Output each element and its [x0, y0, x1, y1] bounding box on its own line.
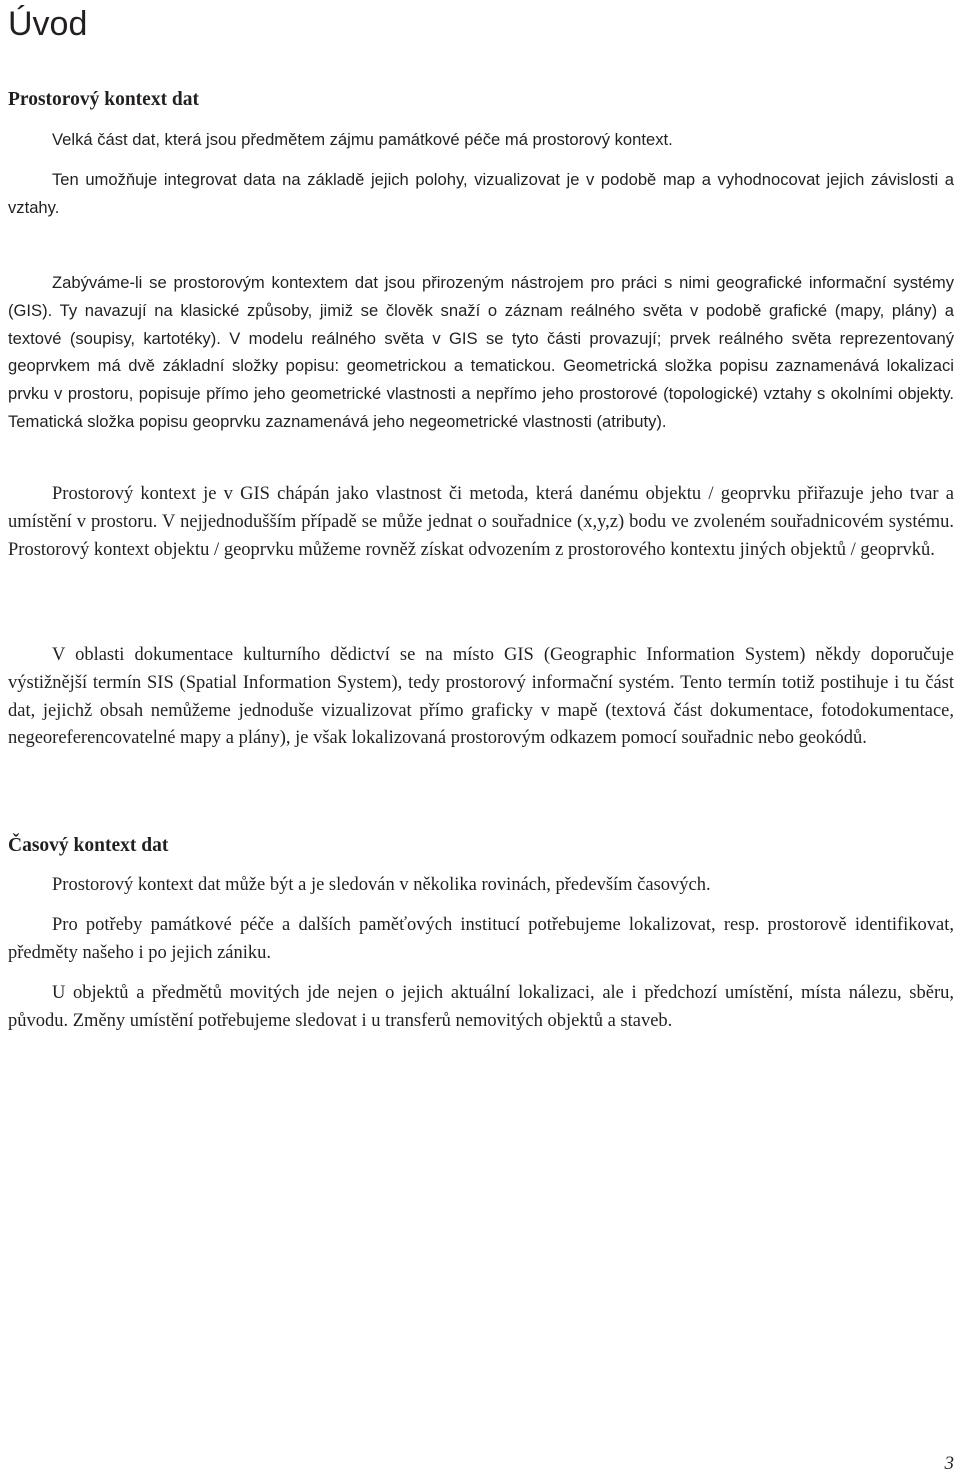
- section-heading-temporal-context: Časový kontext dat: [8, 835, 169, 856]
- paragraph: V oblasti dokumentace kulturního dědictví se na místo GIS (Geographic Information System) někdy doporučuje výstižnější termín SIS (Spatial Information System), tedy prostorový informační systém. Tento termín totiž postihuje i tu část dat, jejichž obsah nemůžeme jednoduše vizualizovat přímo graficky v mapě (textová část dokumentace, fotodokumentace, negeoreferencovatelné mapy a plány), je však lokalizovaná prostorovým odkazem pomocí souřadnic nebo geokódů.: [8, 645, 954, 749]
- paragraph: Zabýváme-li se prostorovým kontextem dat jsou přirozeným nástrojem pro práci s nimi geografické informační systémy (GIS). Ty navazují na klasické způsoby, jimiž se člověk snaží o záznam reálného světa v podobě grafické (mapy, plány) a textové (soupisy, kartotéky). V modelu reálného světa v GIS se tyto části provazují; prvek reálného světa reprezentovaný geoprvkem má dvě základní složky popisu: geometrickou a tematickou. Geometrická složka popisu zaznamenává lokalizaci prvku v prostoru, popisuje přímo jeho geometrické vlastnosti a nepřímo jeho prostorové (topologické) vztahy s okolními objekty. Tematická složka popisu geoprvku zaznamenává jeho negeometrické vlastnosti (atributy).: [8, 273, 954, 431]
- section-heading-spatial-context: Prostorový kontext dat: [8, 89, 200, 110]
- paragraph: Pro potřeby památkové péče a dalších paměťových institucí potřebujeme lokalizovat, resp. prostorově identifikovat, předměty našeho i po jejich zániku.: [8, 915, 954, 963]
- paragraph: Ten umožňuje integrovat data na základě jejich polohy, vizualizovat je v podobě map a vyhodnocovat jejich závislosti a vztahy.: [8, 170, 954, 217]
- paragraph: Velká část dat, která jsou předmětem zájmu památkové péče má prostorový kontext.: [52, 130, 673, 149]
- page-title: Úvod: [8, 5, 88, 43]
- paragraph: Prostorový kontext je v GIS chápán jako vlastnost či metoda, která danému objektu / geoprvku přiřazuje jeho tvar a umístění v prostoru. V nejjednodušším případě se může jednat o souřadnice (x,y,z) bodu ve zvoleném souřadnicovém systému. Prostorový kontext objektu / geoprvku můžeme rovněž získat odvozením z prostorového kontextu jiných objektů / geoprvků.: [8, 484, 954, 560]
- page-number: 3: [944, 1453, 954, 1474]
- paragraph: U objektů a předmětů movitých jde nejen o jejich aktuální lokalizaci, ale i předchozí umístění, místa nálezu, sběru, původu. Změny umístění potřebujeme sledovat i u transferů nemovitých objektů a staveb.: [8, 983, 954, 1031]
- paragraph: Prostorový kontext dat může být a je sledován v několika rovinách, především časových.: [52, 875, 711, 895]
